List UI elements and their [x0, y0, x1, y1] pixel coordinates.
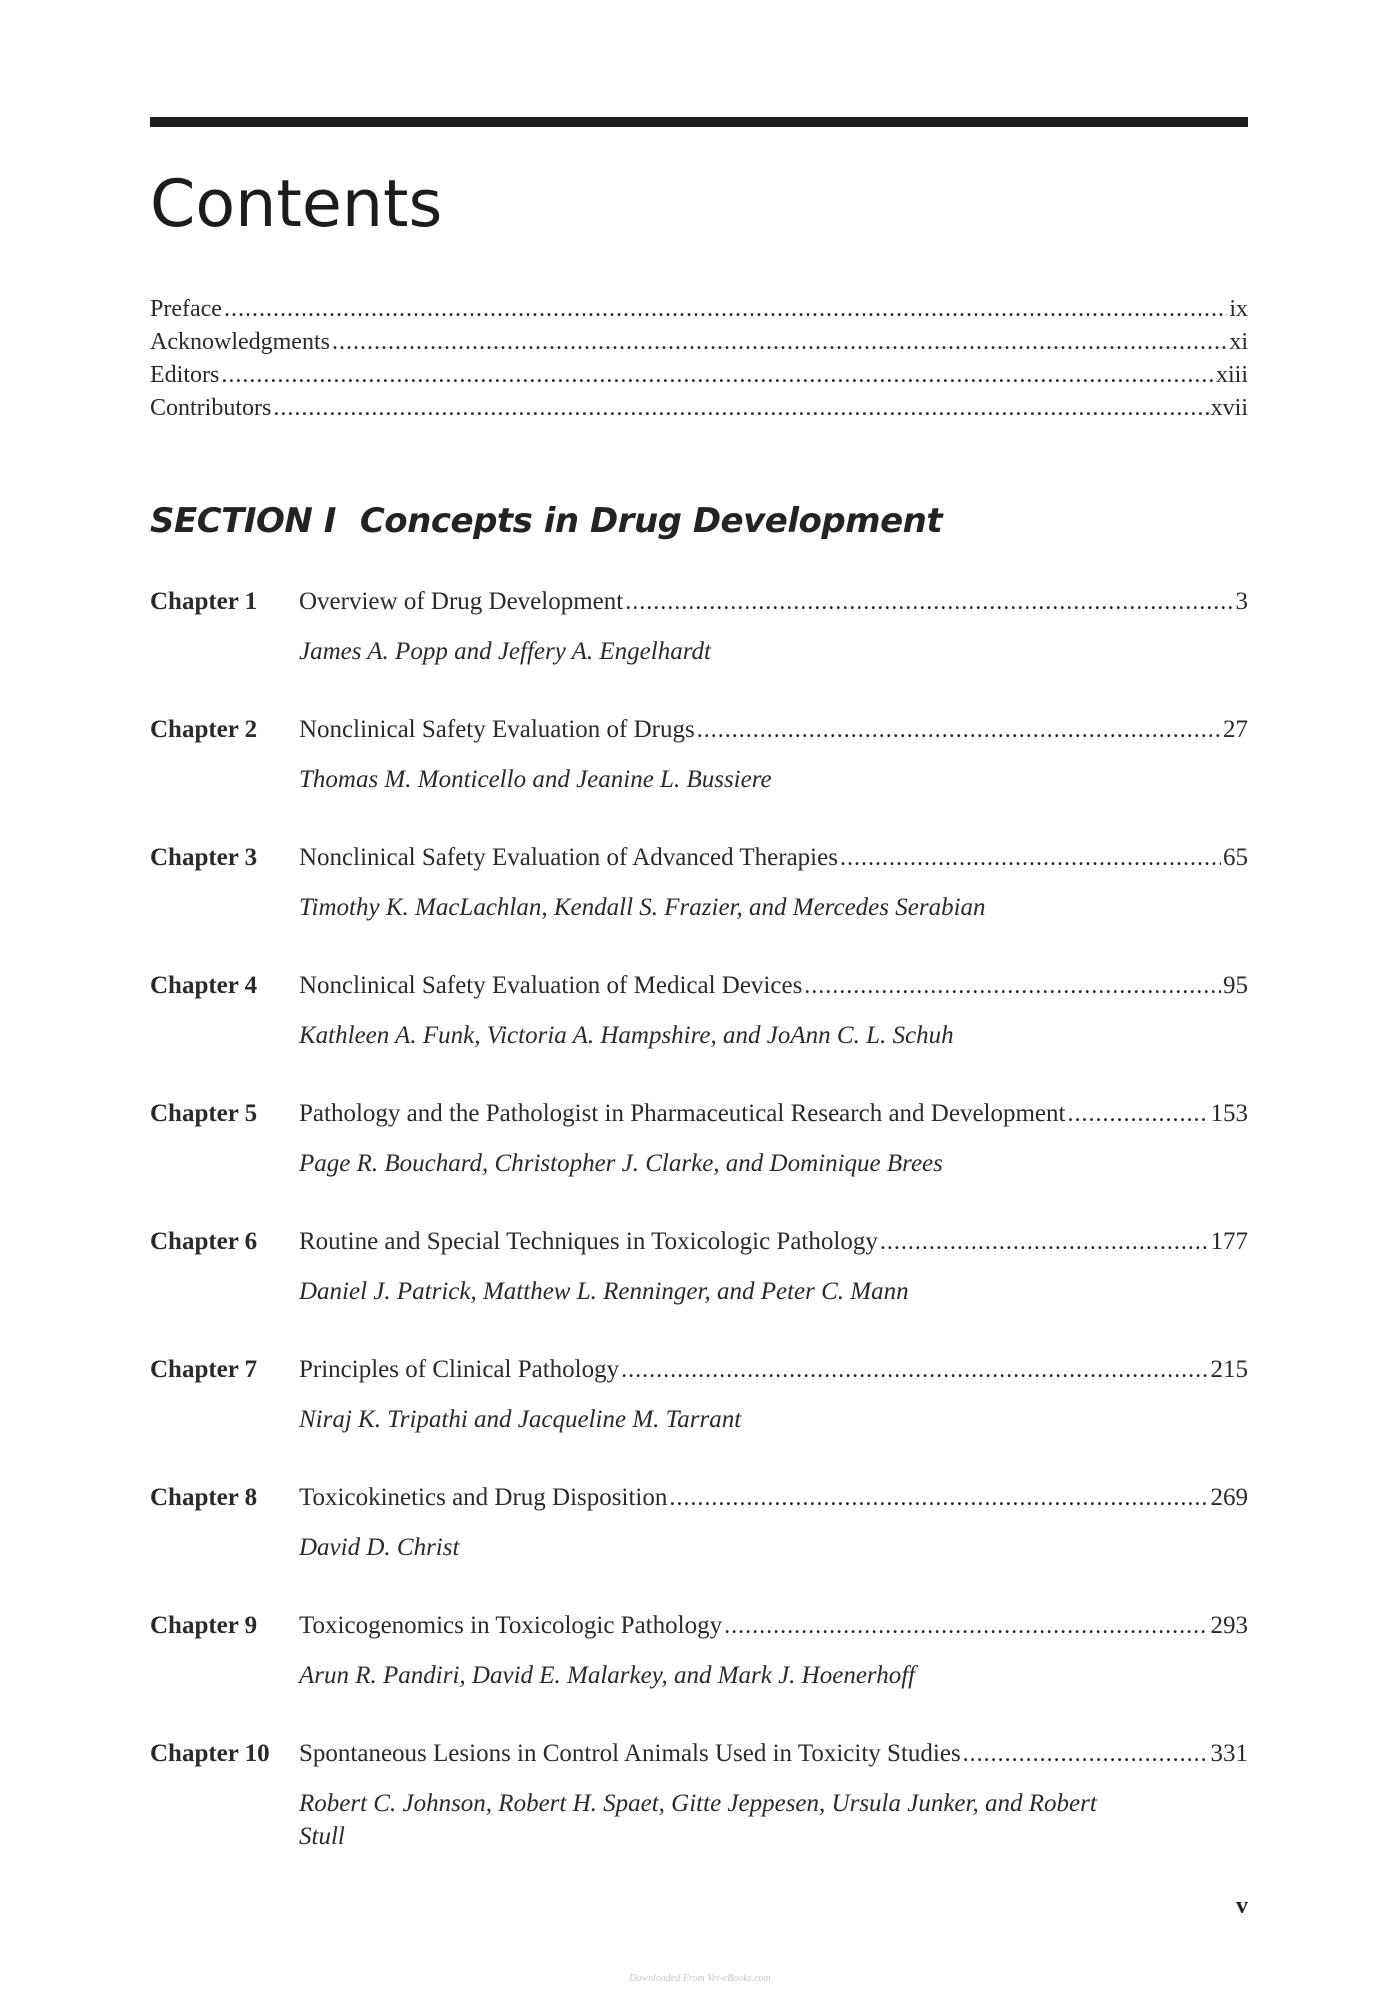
chapter-label: Chapter 10: [150, 1740, 270, 1767]
chapter-title: Toxicokinetics and Drug Disposition: [299, 1484, 668, 1511]
dot-leader: [697, 713, 1221, 747]
chapter-entry-2[interactable]: [150, 713, 1248, 841]
chapter-entry-9[interactable]: [150, 1609, 1248, 1737]
chapter-label: Chapter 6: [150, 1228, 258, 1255]
chapter-label: Chapter 2: [150, 716, 258, 743]
chapter-authors: James A. Popp and Jeffery A. Engelhardt: [299, 638, 711, 665]
chapter-title: Nonclinical Safety Evaluation of Medical Devices: [299, 972, 803, 999]
chapter-entry-1[interactable]: [150, 585, 1248, 713]
chapter-authors: Kathleen A. Funk, Victoria A. Hampshire, and JoAnn C. L. Schuh: [299, 1022, 954, 1049]
dot-leader: [273, 392, 1208, 425]
chapter-title: Overview of Drug Development: [299, 588, 624, 615]
entry-label: Preface: [150, 296, 222, 322]
top-rule: [150, 117, 1248, 127]
chapter-title-line: [299, 1609, 1248, 1643]
chapter-list: [150, 585, 1248, 1865]
chapter-page-number: 331: [1210, 1740, 1248, 1767]
chapter-label: Chapter 4: [150, 972, 258, 999]
chapter-title-line: [299, 1353, 1248, 1387]
chapter-title: Routine and Special Techniques in Toxicologic Pathology: [299, 1228, 878, 1255]
dot-leader: [224, 293, 1227, 326]
dot-leader: [804, 969, 1221, 1003]
chapter-label: Chapter 9: [150, 1612, 258, 1639]
chapter-page-number: 153: [1210, 1100, 1248, 1127]
chapter-title-line: [299, 585, 1248, 619]
chapter-entry-10[interactable]: [150, 1737, 1248, 1865]
chapter-authors: Page R. Bouchard, Christopher J. Clarke, and Dominique Brees: [299, 1150, 943, 1177]
chapter-authors: Niraj K. Tripathi and Jacqueline M. Tarrant: [299, 1406, 742, 1433]
section-heading: [150, 497, 942, 545]
chapter-page-number: 3: [1235, 588, 1248, 615]
chapter-page-number: 269: [1210, 1484, 1248, 1511]
chapter-entry-3[interactable]: [150, 841, 1248, 969]
chapter-authors: Arun R. Pandiri, David E. Malarkey, and Mark J. Hoenerhoff: [299, 1662, 916, 1689]
chapter-title: Spontaneous Lesions in Control Animals Used in Toxicity Studies: [299, 1740, 961, 1767]
entry-page-number: xi: [1229, 329, 1248, 355]
dot-leader: [625, 585, 1233, 619]
page-title: Contents: [150, 167, 443, 242]
chapter-page-number: 95: [1223, 972, 1248, 999]
page-folio: v: [1236, 1893, 1248, 1919]
chapter-label: Chapter 7: [150, 1356, 258, 1383]
dot-leader: [221, 359, 1214, 392]
section-number: SECTION I: [150, 501, 336, 541]
chapter-entry-6[interactable]: [150, 1225, 1248, 1353]
chapter-label: Chapter 5: [150, 1100, 258, 1127]
dot-leader: [880, 1225, 1209, 1259]
dot-leader: [1067, 1097, 1208, 1131]
chapter-title-line: [299, 969, 1248, 1003]
dot-leader: [963, 1737, 1209, 1771]
entry-page-number: ix: [1229, 296, 1248, 322]
chapter-entry-8[interactable]: [150, 1481, 1248, 1609]
chapter-page-number: 215: [1210, 1356, 1248, 1383]
dot-leader: [724, 1609, 1208, 1643]
chapter-title-line: [299, 841, 1248, 875]
chapter-page-number: 293: [1210, 1612, 1248, 1639]
entry-page-number: xvii: [1210, 395, 1248, 421]
entry-label: Contributors: [150, 395, 272, 421]
chapter-authors: Timothy K. MacLachlan, Kendall S. Frazier, and Mercedes Serabian: [299, 894, 986, 921]
front-matter-entry-editors[interactable]: [150, 359, 1248, 392]
chapter-title-line: [299, 1225, 1248, 1259]
entry-label: Acknowledgments: [150, 329, 330, 355]
chapter-title: Principles of Clinical Pathology: [299, 1356, 620, 1383]
contents-page: [150, 0, 1248, 2000]
chapter-label: Chapter 3: [150, 844, 258, 871]
chapter-title: Nonclinical Safety Evaluation of Advanced Therapies: [299, 844, 838, 871]
chapter-title-line: [299, 713, 1248, 747]
chapter-title-line: [299, 1097, 1248, 1131]
chapter-title-line: [299, 1737, 1248, 1771]
chapter-authors: Thomas M. Monticello and Jeanine L. Bussiere: [299, 766, 772, 793]
dot-leader: [332, 326, 1227, 359]
chapter-entry-4[interactable]: [150, 969, 1248, 1097]
chapter-page-number: 177: [1210, 1228, 1248, 1255]
entry-label: Editors: [150, 362, 220, 388]
chapter-label: Chapter 8: [150, 1484, 258, 1511]
chapter-authors: David D. Christ: [299, 1534, 460, 1561]
chapter-title-line: [299, 1481, 1248, 1515]
entry-page-number: xiii: [1215, 362, 1248, 388]
chapter-label: Chapter 1: [150, 588, 258, 615]
dot-leader: [621, 1353, 1208, 1387]
chapter-title: Nonclinical Safety Evaluation of Drugs: [299, 716, 695, 743]
front-matter-list: [150, 293, 1248, 425]
dot-leader: [669, 1481, 1208, 1515]
download-watermark: Downloaded From Vet-eBooks.com: [629, 1973, 771, 1984]
chapter-page-number: 27: [1223, 716, 1248, 743]
chapter-authors: Robert C. Johnson, Robert H. Spaet, Gitte Jeppesen, Ursula Junker, and Robert Stull: [299, 1790, 1097, 1850]
chapter-page-number: 65: [1223, 844, 1248, 871]
chapter-title: Pathology and the Pathologist in Pharmaceutical Research and Development: [299, 1100, 1066, 1127]
front-matter-entry-preface[interactable]: [150, 293, 1248, 326]
chapter-authors: Daniel J. Patrick, Matthew L. Renninger, and Peter C. Mann: [299, 1278, 909, 1305]
front-matter-entry-acknowledgments[interactable]: [150, 326, 1248, 359]
chapter-title: Toxicogenomics in Toxicologic Pathology: [299, 1612, 723, 1639]
dot-leader: [840, 841, 1221, 875]
chapter-entry-5[interactable]: [150, 1097, 1248, 1225]
front-matter-entry-contributors[interactable]: [150, 392, 1248, 425]
section-title: Concepts in Drug Development: [359, 501, 943, 541]
chapter-entry-7[interactable]: [150, 1353, 1248, 1481]
